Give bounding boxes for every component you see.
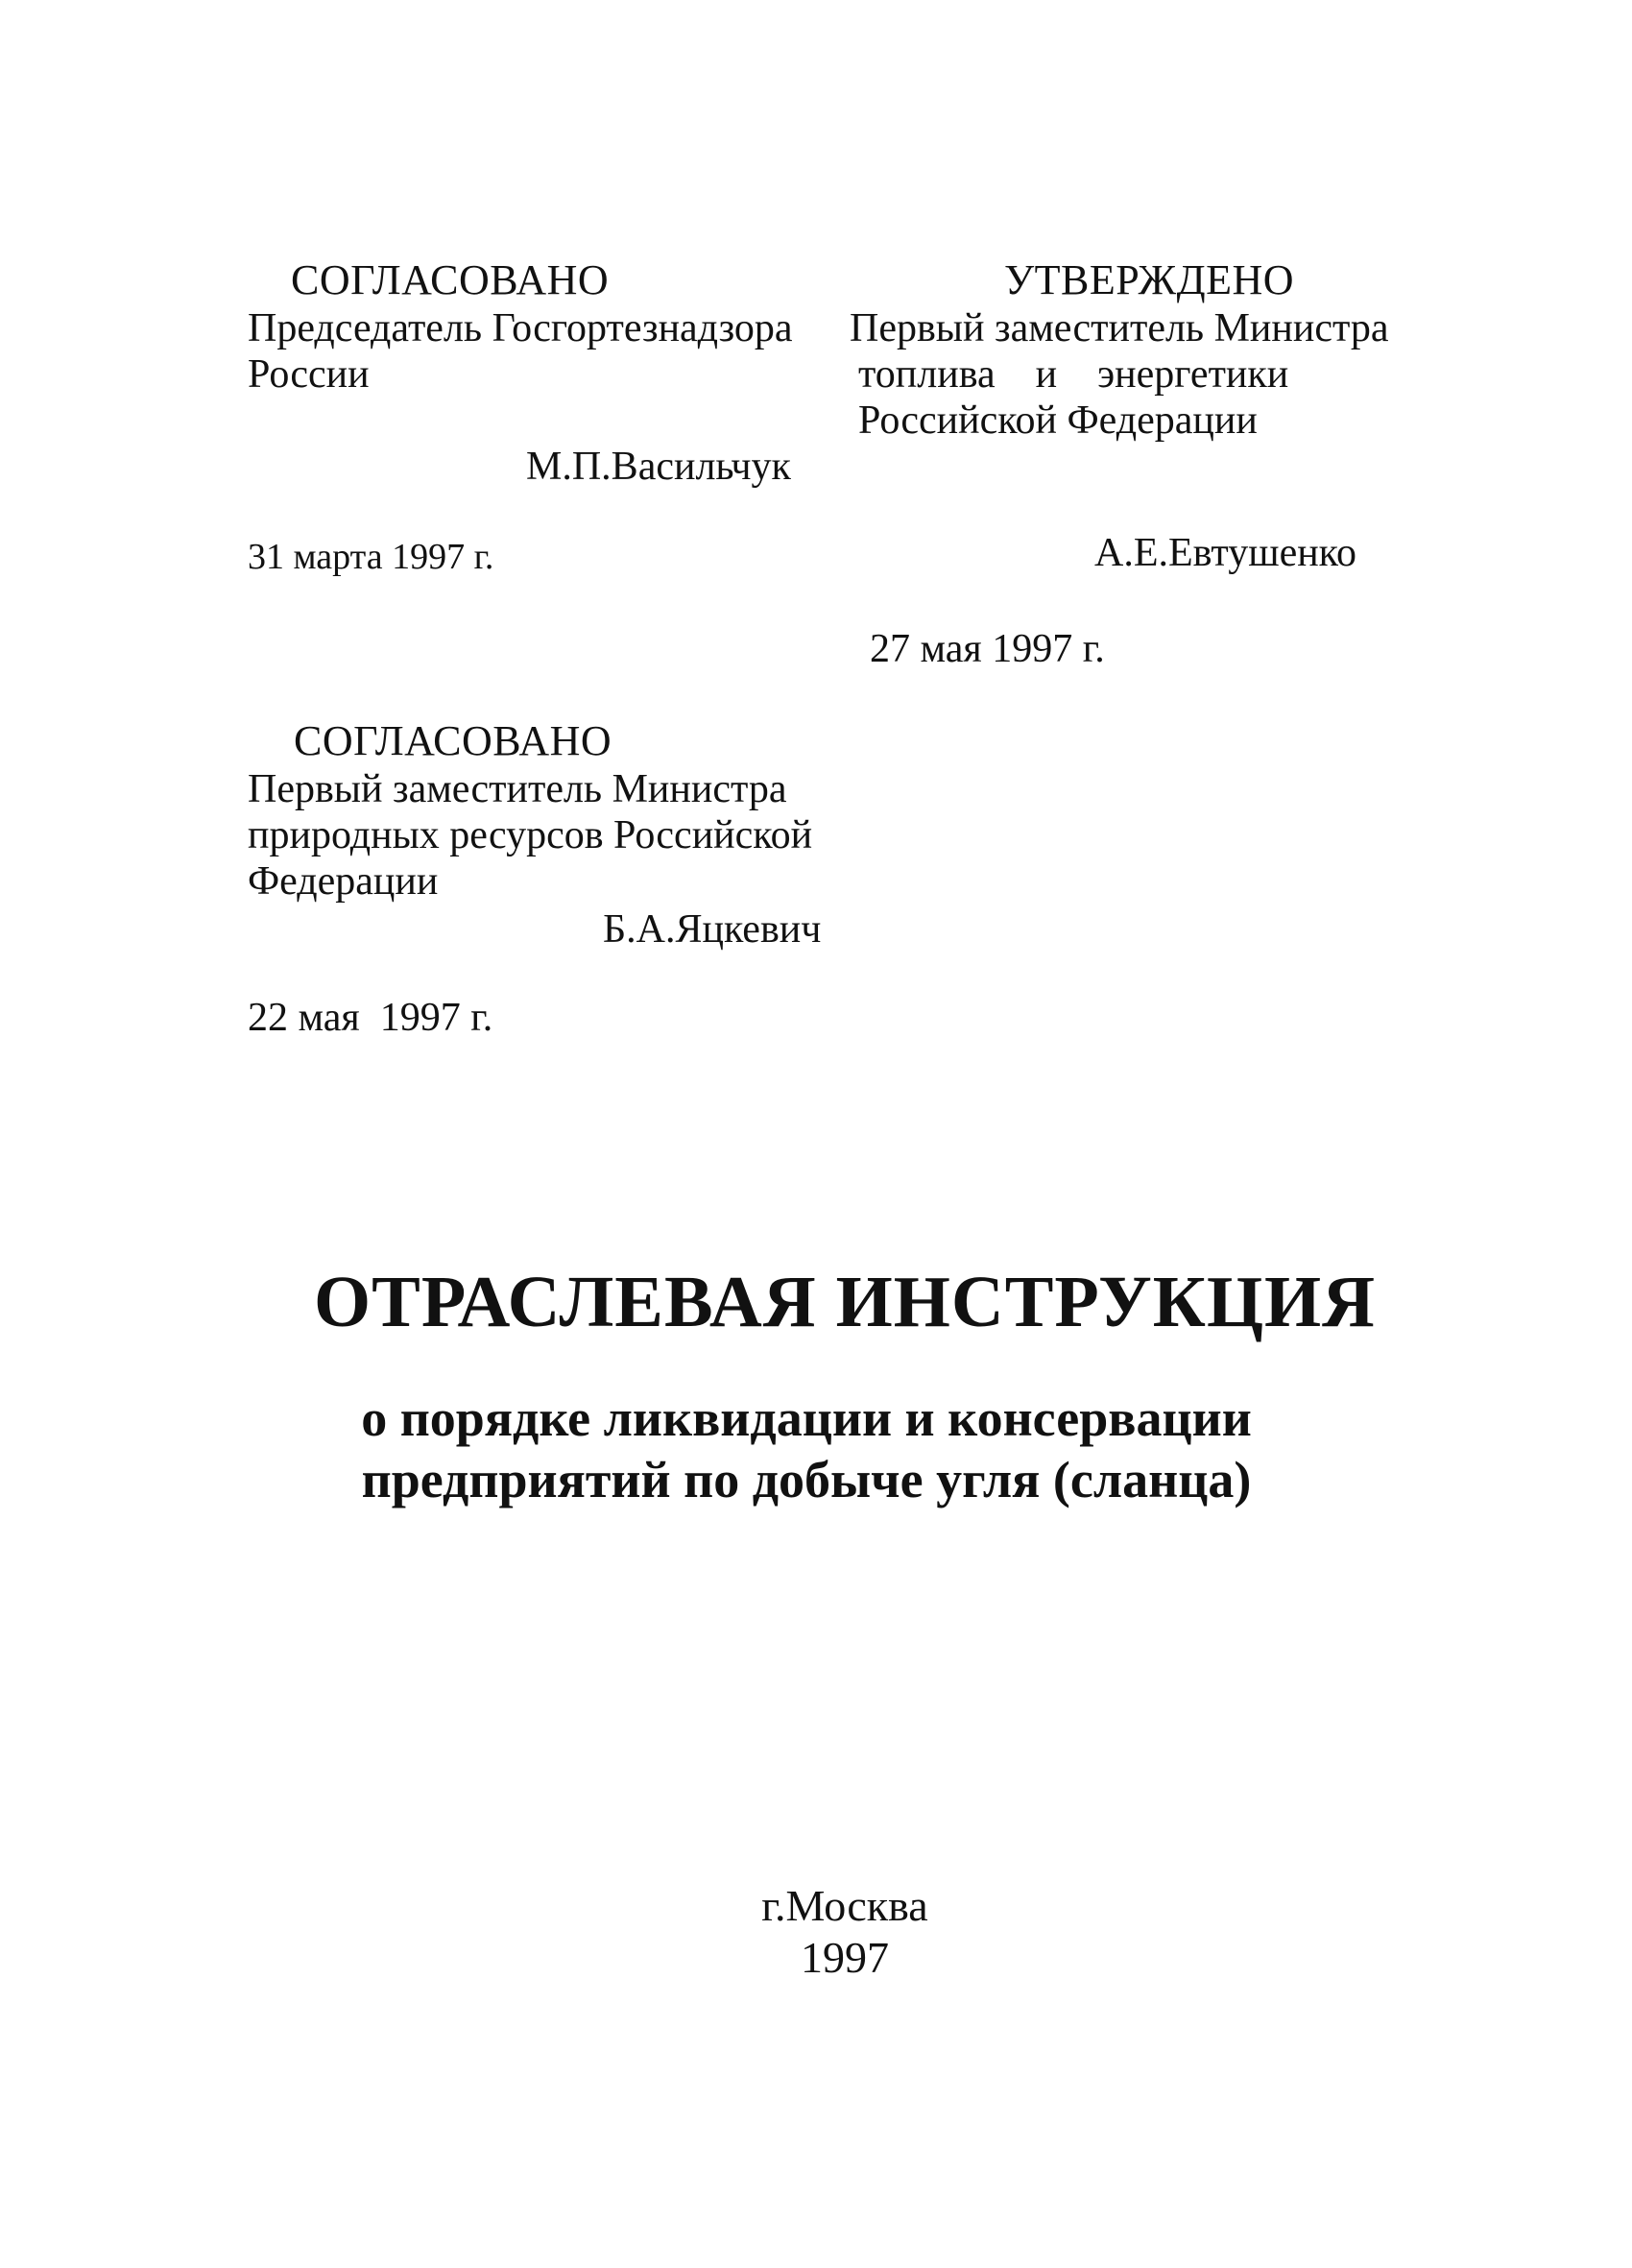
approval-heading: СОГЛАСОВАНО — [291, 256, 610, 303]
publication-city: г.Москва — [761, 1881, 928, 1930]
approver-2-position-line-3: Федерации — [248, 859, 439, 904]
approver-position-line-2: России — [248, 352, 370, 397]
approver-2-position-line-2: природных ресурсов Российской — [248, 813, 813, 857]
publication-year: 1997 — [801, 1933, 889, 1982]
document-subtitle-line-2: предприятий по добыче угля (сланца) — [361, 1451, 1252, 1508]
approved-position-line-1: Первый заместитель Министра — [850, 306, 1389, 350]
approver-2-signatory: Б.А.Яцкевич — [603, 907, 822, 952]
approver-2-position-line-1: Первый заместитель Министра — [248, 767, 787, 811]
approval-date: 31 марта 1997 г. — [248, 537, 494, 577]
approver-position-line-1: Председатель Госгортезнадзора — [248, 306, 793, 350]
approved-date: 27 мая 1997 г. — [870, 627, 1105, 671]
approved-signatory: А.Е.Евтушенко — [1094, 531, 1356, 575]
approved-position-line-3: Российской Федерации — [858, 398, 1258, 443]
approved-position-line-2: топлива и энергетики — [858, 352, 1289, 397]
approver-signatory: М.П.Васильчук — [526, 445, 791, 489]
document-subtitle-line-1: о порядке ликвидации и консервации — [361, 1389, 1252, 1447]
approved-heading: УТВЕРЖДЕНО — [1004, 256, 1295, 303]
document-title: ОТРАСЛЕВАЯ ИНСТРУКЦИЯ — [314, 1262, 1376, 1342]
approval-2-date: 22 мая 1997 г. — [248, 996, 493, 1040]
approval-heading-2: СОГЛАСОВАНО — [294, 717, 612, 764]
